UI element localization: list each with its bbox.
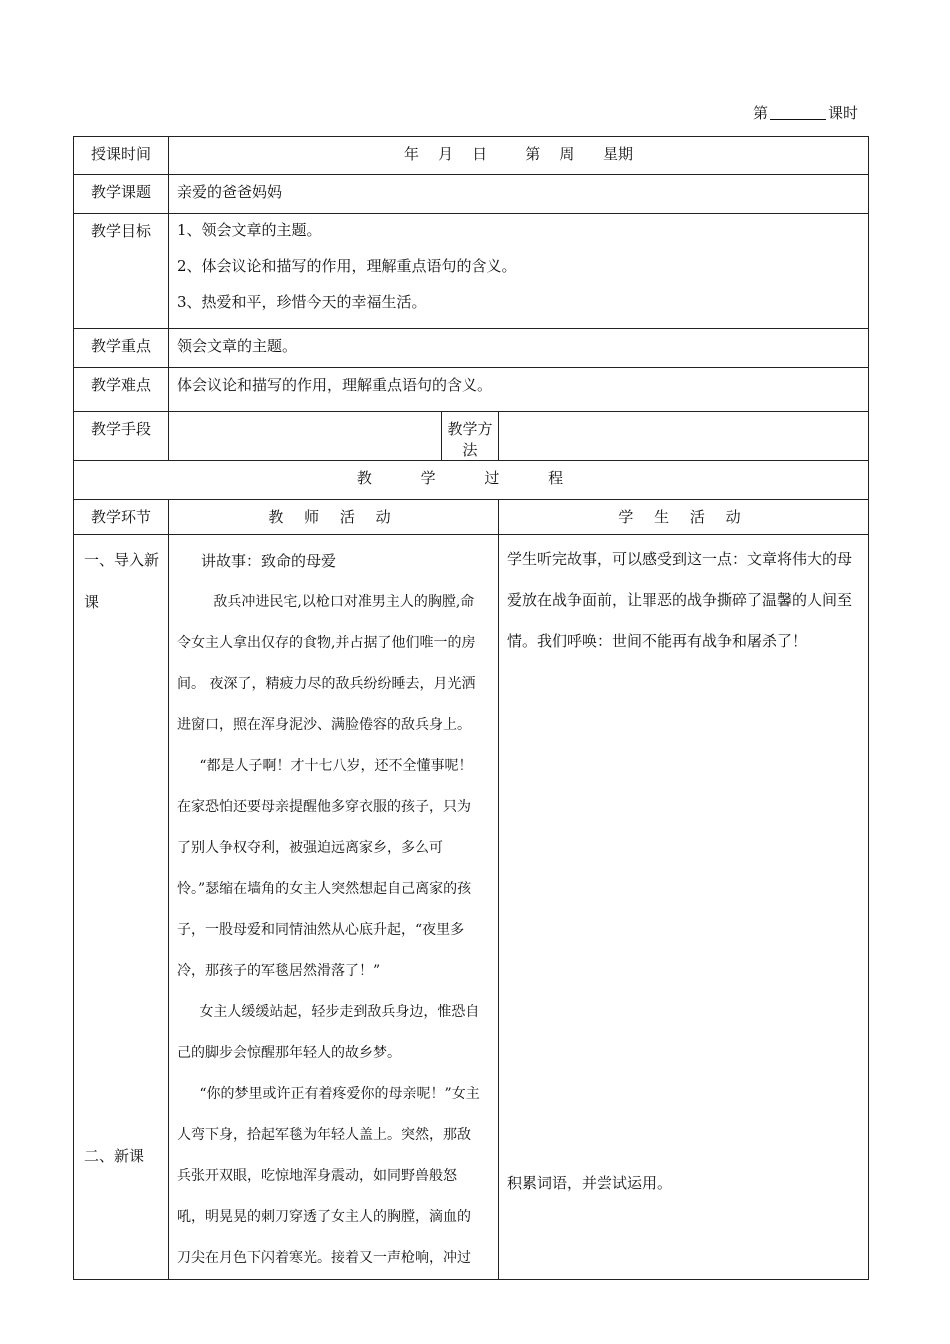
difficulty-value: 体会议论和描写的作用，理解重点语句的含义。 xyxy=(169,368,869,412)
time-value: 年 月 日 第 周 星期 xyxy=(169,137,869,175)
story-paragraph: “都是人子啊！才十七八岁，还不全懂事呢！在家恐怕还要母亲提醒他多穿衣服的孩子，只为了别人争权夺利，被强迫远离家乡，多么可怜。”瑟缩在墙角的女主人突然想起自己离家的孩子，一股母爱和同情油然从心底升起，“夜里多冷，那孩子的军毯居然滑落了！” xyxy=(177,758,473,979)
student-vocab: 积累词语，并尝试运用。 xyxy=(507,1174,673,1192)
difficulty-label: 教学难点 xyxy=(74,368,169,412)
student-header: 学 生 活 动 xyxy=(499,500,869,535)
goal-label: 教学目标 xyxy=(74,214,169,329)
story-paragraph: 敌兵冲进民宅,以枪口对准男主人的胸膛,命令女主人拿出仅存的食物,并占据了他们唯一的房间。 夜深了，精疲力尽的敌兵纷纷睡去，月光洒进窗口，照在浑身泥沙、满脸倦容的敌兵身上。 xyxy=(177,594,476,733)
lesson-prefix: 第 xyxy=(752,104,768,122)
means-label: 教学手段 xyxy=(74,412,169,461)
topic-value: 亲爱的爸爸妈妈 xyxy=(169,175,869,214)
story-title: 讲故事：致命的母爱 xyxy=(201,552,337,570)
story-paragraph: 女主人缓缓站起，轻步走到敌兵身边，惟恐自己的脚步会惊醒那年轻人的故乡梦。 xyxy=(177,1004,480,1061)
key-label: 教学重点 xyxy=(74,329,169,368)
goal-item: 3、热爱和平，珍惜今天的幸福生活。 xyxy=(177,293,427,311)
student-reflection: 学生听完故事，可以感受到这一点：文章将伟大的母爱放在战争面前，让罪恶的战争撕碎了温馨的人间至情。我们呼唤：世间不能再有战争和屠杀了！ xyxy=(507,550,853,650)
lesson-plan-table xyxy=(73,136,869,1280)
means-value xyxy=(169,412,442,461)
goal-item: 2、体会议论和描写的作用，理解重点语句的含义。 xyxy=(177,257,517,275)
method-label: 教学方法 xyxy=(442,412,499,461)
lesson-number xyxy=(753,102,858,123)
stage-new: 二、新课 xyxy=(84,1147,145,1165)
stage-header: 教学环节 xyxy=(74,500,169,535)
goal-item: 1、领会文章的主题。 xyxy=(177,221,322,239)
story-paragraph: “你的梦里或许正有着疼爱你的母亲呢！”女主人弯下身，拾起军毯为年轻人盖上。突然，那敌兵张开双眼，吃惊地浑身震动，如同野兽般怒吼，明晃晃的刺刀穿透了女主人的胸膛，滴血的刀尖在月色下闪着寒光。接着又一声枪响，冲过 xyxy=(177,1086,480,1266)
lesson-suffix: 课时 xyxy=(827,104,858,122)
stage-intro: 一、导入新课 xyxy=(84,551,160,611)
topic-label: 教学课题 xyxy=(74,175,169,214)
teacher-activity xyxy=(169,535,499,1280)
lesson-blank xyxy=(770,105,826,120)
method-value xyxy=(499,412,869,461)
student-activity xyxy=(499,535,869,1280)
time-label: 授课时间 xyxy=(74,137,169,175)
goal-list xyxy=(169,214,869,329)
stage-column xyxy=(74,535,169,1280)
key-value: 领会文章的主题。 xyxy=(169,329,869,368)
process-title: 教 学 过 程 xyxy=(74,461,869,500)
teacher-header: 教 师 活 动 xyxy=(169,500,499,535)
